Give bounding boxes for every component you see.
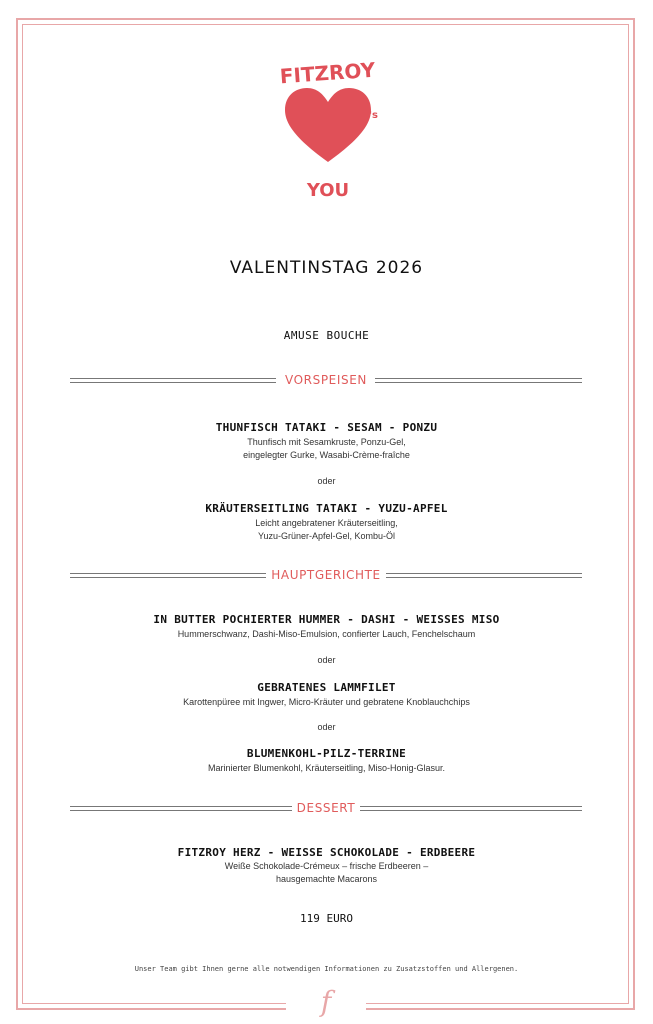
main-1-desc: Hummerschwanz, Dashi-Miso-Emulsion, confierter Lauch, Fenchelschaum: [177, 629, 476, 639]
section-divider-hauptgerichte: [70, 568, 582, 583]
logo-bottom-text: YOU: [306, 180, 350, 201]
allergen-notice: Unser Team gibt Ihnen gerne alle notwendigen Informationen zu Zusatzstoffen und Allergenen.: [134, 965, 519, 973]
fitzroy-loves-you-logo: [273, 52, 383, 202]
starter-1-desc-1: Thunfisch mit Sesamkruste, Ponzu-Gel,: [247, 437, 406, 447]
starter-2-desc-2: Yuzu-Grüner-Apfel-Gel, Kombu-Öl: [257, 531, 396, 541]
starter-2-name: KRÄUTERSEITLING TATAKI - YUZU-APFEL: [205, 502, 448, 515]
dessert-desc-2: hausgemachte Macarons: [275, 874, 378, 884]
starter-2-desc-1: Leicht angebratener Kräuterseitling,: [255, 518, 398, 528]
main-1-name: IN BUTTER POCHIERTER HUMMER - DASHI - WEISSES MISO: [153, 613, 500, 626]
starter-1-desc-2: eingelegter Gurke, Wasabi-Crème-fraîche: [243, 450, 410, 460]
section-divider-dessert: [70, 801, 582, 816]
main-3-desc: Marinierter Blumenkohl, Kräuterseitling, Miso-Honig-Glasur.: [207, 763, 446, 773]
section-title-vorspeisen: VORSPEISEN: [285, 373, 367, 387]
main-2-desc: Karottenpüree mit Ingwer, Micro-Kräuter und gebratene Knoblauchchips: [183, 697, 470, 707]
section-title-hauptgerichte: HAUPTGERICHTE: [271, 568, 381, 582]
dessert-name: FITZROY HERZ - WEISSE SCHOKOLADE - ERDBEERE: [177, 846, 476, 859]
dessert-desc-1: Weiße Schokolade-Crémeux – frische Erdbeeren –: [224, 861, 429, 871]
heart-icon: [285, 88, 371, 162]
starter-1-name: THUNFISCH TATAKI - SESAM - PONZU: [215, 421, 438, 434]
main-3-name: BLUMENKOHL-PILZ-TERRINE: [246, 747, 407, 760]
section-title-dessert: DESSERT: [296, 801, 356, 815]
footer-monogram: f: [320, 985, 332, 1018]
logo-apostrophe-text: 's: [369, 110, 379, 121]
main-2-name: GEBRATENES LAMMFILET: [257, 681, 396, 694]
menu-price: 119 EURO: [300, 912, 353, 925]
or-label: oder: [317, 722, 336, 732]
or-label: oder: [317, 476, 336, 486]
menu-title: VALENTINSTAG 2026: [229, 258, 424, 278]
or-label: oder: [317, 655, 336, 665]
amuse-bouche: AMUSE BOUCHE: [283, 329, 370, 342]
section-divider-vorspeisen: [70, 373, 582, 388]
logo-top-text: FITZROY: [279, 57, 376, 89]
